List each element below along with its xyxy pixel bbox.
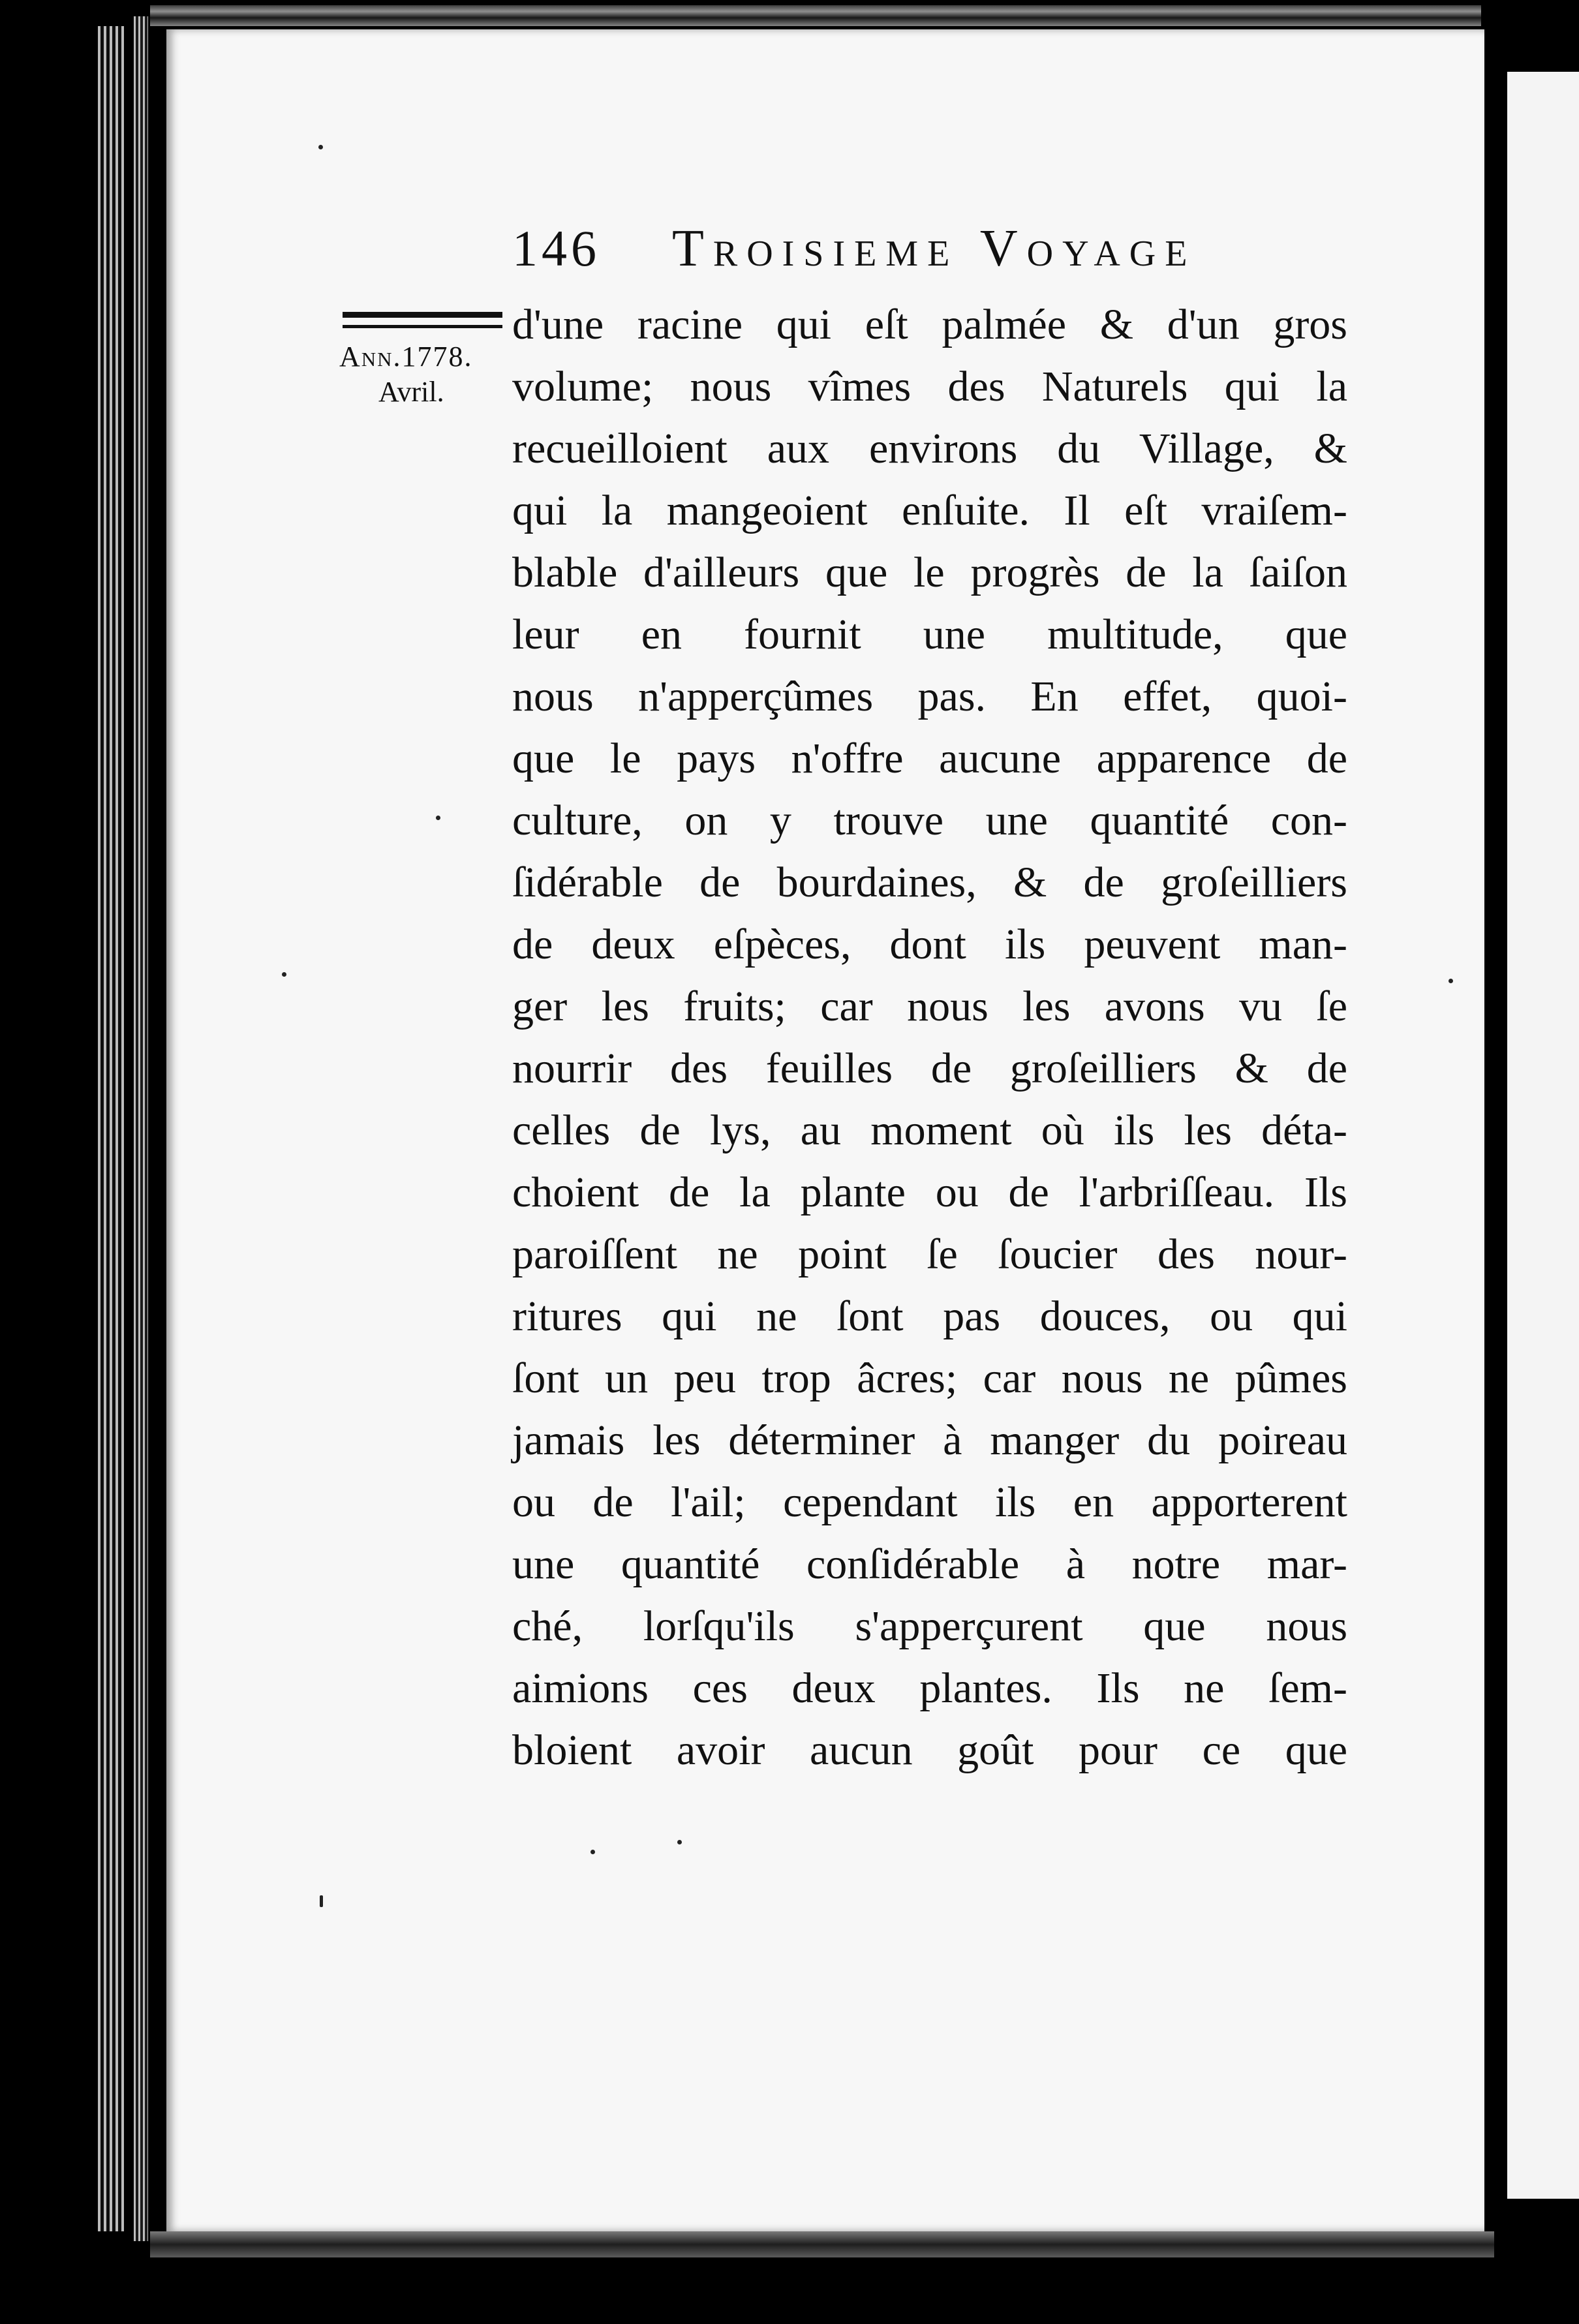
text-line: ritures qui ne ſont pas douces, ou qui — [512, 1292, 1347, 1340]
next-page-sliver — [1507, 72, 1579, 2199]
text-line: ger les fruits; car nous les avons vu ſe — [512, 983, 1347, 1030]
text-line: qui la mangeoient enſuite. Il eſt vraiſem- — [512, 487, 1347, 534]
paper-speck — [320, 1895, 323, 1907]
text-line: volume; nous vîmes des Naturels qui la — [512, 363, 1347, 410]
text-line: blable d'ailleurs que le progrès de la ſaiſon — [512, 549, 1347, 596]
margin-note — [339, 339, 515, 410]
text-line: bloient avoir aucun goût pour ce que — [512, 1726, 1347, 1774]
margin-note-month: Avril. — [378, 376, 444, 408]
text-line: que le pays n'offre aucune apparence de — [512, 735, 1347, 782]
text-line: paroiſſent ne point ſe ſoucier des nour- — [512, 1231, 1347, 1278]
text-line: nourrir des feuilles de groſeilliers & de — [512, 1045, 1347, 1092]
book-left-edge-inner — [134, 16, 148, 2241]
body-text — [512, 294, 1347, 1781]
text-line: ſont un peu trop âcres; car nous ne pûmes — [512, 1354, 1347, 1402]
paper-speck — [590, 1850, 595, 1854]
text-line: celles de lys, au moment où ils les déta- — [512, 1107, 1347, 1154]
text-line: ou de l'ail; cependant ils en apporterent — [512, 1478, 1347, 1526]
paper-speck — [318, 145, 323, 149]
text-line: nous n'apperçûmes pas. En effet, quoi- — [512, 673, 1347, 720]
text-line: ché, lorſqu'ils s'apperçurent que nous — [512, 1602, 1347, 1650]
text-line: d'une racine qui eſt palmée & d'un gros — [512, 301, 1347, 348]
margin-rule-top — [343, 312, 502, 318]
paper-speck — [282, 972, 286, 977]
text-line: ſidérable de bourdaines, & de groſeilliers — [512, 859, 1347, 906]
book-bottom-edge — [150, 2231, 1494, 2257]
text-line: leur en fournit une multitude, que — [512, 611, 1347, 658]
text-line: une quantité conſidérable à notre mar- — [512, 1540, 1347, 1588]
running-title: Troisieme Voyage — [672, 220, 1197, 277]
text-line: culture, on y trouve une quantité con- — [512, 797, 1347, 844]
paper-speck — [1449, 979, 1453, 983]
text-line: recueilloient aux environs du Village, & — [512, 425, 1347, 472]
text-line: choient de la plante ou de l'arbriſſeau. Ils — [512, 1169, 1347, 1216]
text-line: jamais les déterminer à manger du poireau — [512, 1416, 1347, 1464]
margin-note-year: Ann.1778. — [339, 341, 473, 373]
book-top-edge — [150, 5, 1481, 26]
text-line: aimions ces deux plantes. Ils ne ſem- — [512, 1664, 1347, 1712]
book-left-edge — [98, 26, 124, 2231]
paper-speck — [436, 816, 440, 820]
margin-rule-bottom — [343, 325, 502, 328]
page-number: 146 — [512, 220, 600, 277]
page-header — [512, 219, 1236, 291]
text-line: de deux eſpèces, dont ils peuvent man- — [512, 921, 1347, 968]
paper-speck — [677, 1840, 682, 1844]
